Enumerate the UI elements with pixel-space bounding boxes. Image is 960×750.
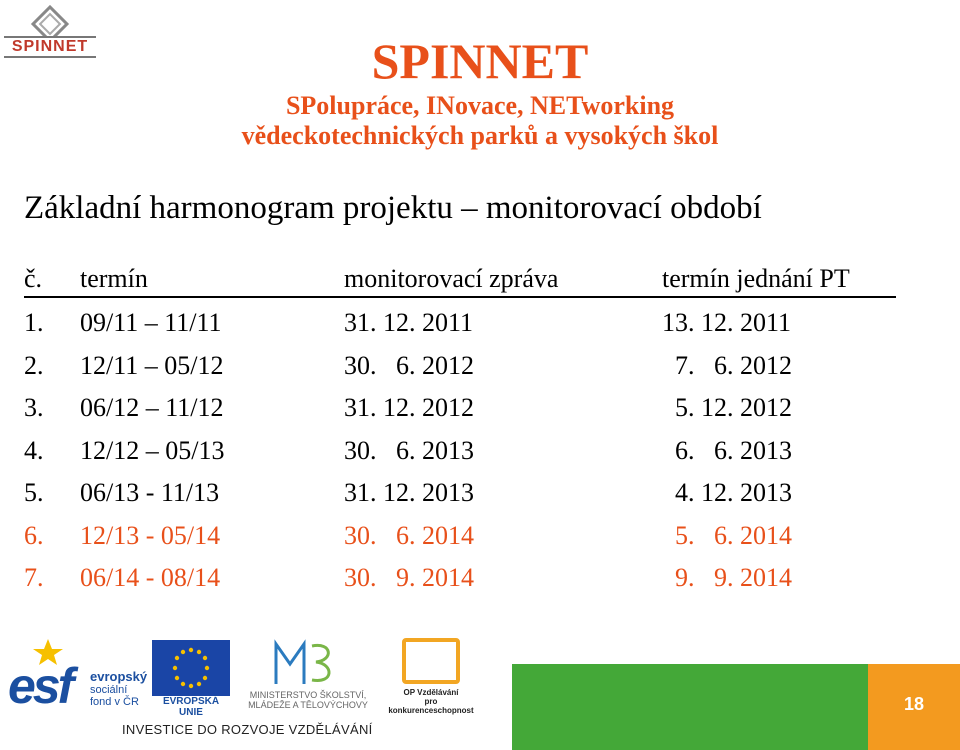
row-report-date: 31. 12. 2011 <box>344 308 474 337</box>
row-number: 6. <box>24 520 44 550</box>
table-row <box>24 436 904 479</box>
row-report-date: 31. 12. 2013 <box>344 478 474 507</box>
msmt-mark-icon <box>272 638 342 688</box>
row-period: 09/11 – 11/11 <box>80 308 222 337</box>
row-report-date: 30. 6. 2012 <box>344 350 474 380</box>
row-period: 06/14 - 08/14 <box>80 563 221 592</box>
row-report-date: 31. 12. 2012 <box>344 393 474 422</box>
row-period: 06/13 - 11/13 <box>80 478 220 507</box>
row-number: 3. <box>24 393 44 422</box>
table-row <box>24 308 904 351</box>
row-number: 4. <box>24 435 44 465</box>
row-report-date: 30. 6. 2014 <box>344 520 474 550</box>
row-number: 7. <box>24 563 44 592</box>
table-row <box>24 521 904 564</box>
row-period: 06/12 – 11/12 <box>80 393 224 422</box>
investice-slogan: INVESTICE DO ROZVOJE VZDĚLÁVÁNÍ <box>122 722 373 737</box>
column-header-meeting: termín jednání PT <box>662 264 850 293</box>
row-meeting-date: 13. 12. 2011 <box>662 308 792 337</box>
column-header-number: č. <box>24 264 43 293</box>
column-header-report: monitorovací zpráva <box>344 264 559 293</box>
table-header <box>24 264 904 308</box>
row-number: 2. <box>24 350 44 380</box>
msmt-text <box>238 690 378 710</box>
msmt-logo <box>238 636 378 710</box>
column-header-period: termín <box>80 264 148 293</box>
header-underline <box>24 296 896 298</box>
schedule-table <box>24 264 904 606</box>
footer <box>0 632 960 750</box>
msmt-line-2: MLÁDEŽE A TĚLOVÝCHOVY <box>248 700 368 710</box>
esf-logo <box>8 637 148 715</box>
msmt-line-1: MINISTERSTVO ŠKOLSTVÍ, <box>249 690 367 700</box>
opvk-frame-icon <box>402 638 460 684</box>
row-report-date: 30. 6. 2013 <box>344 435 474 465</box>
row-meeting-date: 5. 6. 2014 <box>662 520 792 550</box>
section-heading: Základní harmonogram projektu – monitorovací období <box>24 190 762 226</box>
row-meeting-date: 9. 9. 2014 <box>662 563 792 592</box>
esf-mark: esf <box>8 658 72 714</box>
table-row <box>24 563 904 606</box>
row-meeting-date: 6. 6. 2013 <box>662 435 792 465</box>
row-meeting-date: 7. 6. 2012 <box>662 350 792 380</box>
esf-line-3: fond v ČR <box>90 696 139 708</box>
page-title: SPINNET <box>371 33 589 89</box>
row-number: 5. <box>24 478 44 507</box>
row-period: 12/13 - 05/14 <box>80 520 221 550</box>
opvk-logo <box>384 638 478 714</box>
row-report-date: 30. 9. 2014 <box>344 563 474 592</box>
row-period: 12/11 – 05/12 <box>80 350 224 380</box>
table-row <box>24 393 904 436</box>
eu-label: EVROPSKÁ UNIE <box>162 696 220 718</box>
esf-text <box>90 671 147 708</box>
esf-line-1: evropský <box>90 669 148 684</box>
row-meeting-date: 4. 12. 2013 <box>662 478 792 507</box>
logo-text: SPINNET <box>4 36 96 58</box>
opvk-text <box>384 688 478 715</box>
table-row <box>24 351 904 394</box>
eu-stars-icon <box>152 640 230 696</box>
page-subtitle-2: vědeckotechnických parků a vysokých škol <box>241 121 719 150</box>
footer-green-bar <box>512 664 868 750</box>
page-subtitle-1: SPolupráce, INovace, NETworking <box>285 91 675 120</box>
page-number: 18 <box>903 694 925 714</box>
esf-line-2: sociální <box>90 684 128 696</box>
row-meeting-date: 5. 12. 2012 <box>662 393 792 422</box>
opvk-line-1: OP Vzdělávání <box>403 688 459 697</box>
opvk-line-2: pro konkurenceschopnost <box>388 697 474 715</box>
row-period: 12/12 – 05/13 <box>80 435 225 465</box>
row-number: 1. <box>24 308 44 337</box>
eu-flag-icon <box>152 640 230 696</box>
table-row <box>24 478 904 521</box>
